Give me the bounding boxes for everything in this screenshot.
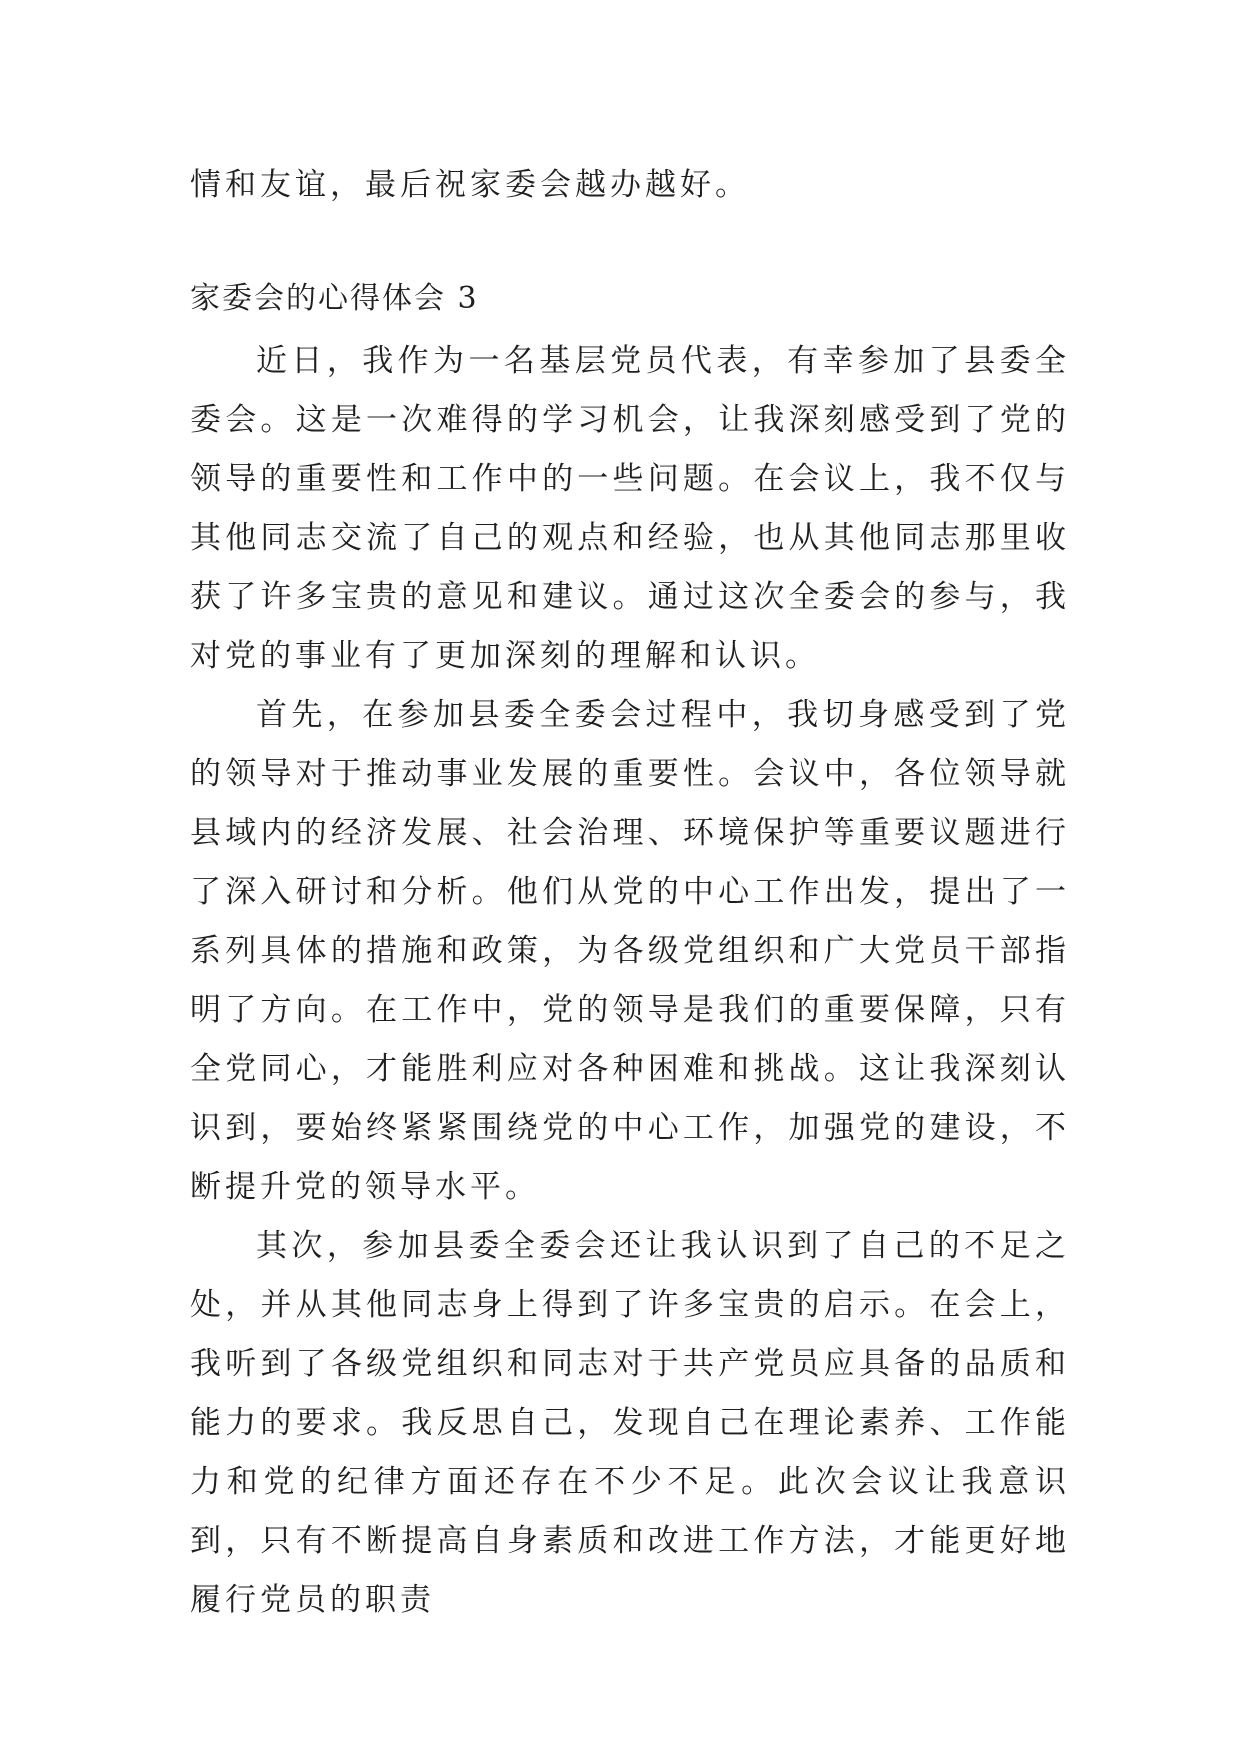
continued-paragraph: 情和友谊，最后祝家委会越办越好。 (190, 167, 750, 203)
section-heading: 家委会的心得体会 3 (190, 281, 479, 316)
paragraph-2: 首先，在参加县委全委会过程中，我切身感受到了党的领导对于推动事业发展的重要性。会议中，各位领导就县域内的经济发展、社会治理、环境保护等重要议题进行了深入研讨和分析。他们从党的中心工作出发，提出了一系列具体的措施和政策，为各级党组织和广大党员干部指明了方向。在工作中，党的领导是我们的重要保障，只有全党同心，才能胜利应对各种困难和挑战。这让我深刻认识到，要始终紧紧围绕党的中心工作，加强党的建设，不断提升党的领导水平。 (190, 697, 1070, 1205)
paragraph-1: 近日，我作为一名基层党员代表，有幸参加了县委全委会。这是一次难得的学习机会，让我深刻感受到了党的领导的重要性和工作中的一些问题。在会议上，我不仅与其他同志交流了自己的观点和经验，也从其他同志那里收获了许多宝贵的意见和建议。通过这次全委会的参与，我对党的事业有了更加深刻的理解和认识。 (190, 343, 1070, 674)
paragraph-3: 其次，参加县委全委会还让我认识到了自己的不足之处，并从其他同志身上得到了许多宝贵的启示。在会上，我听到了各级党组织和同志对于共产党员应具备的品质和能力的要求。我反思自己，发现自己在理论素养、工作能力和党的纪律方面还存在不少不足。此次会议让我意识到，只有不断提高自身素质和改进工作方法，才能更好地履行党员的职责 (190, 1228, 1070, 1618)
article-body (190, 332, 1070, 1630)
